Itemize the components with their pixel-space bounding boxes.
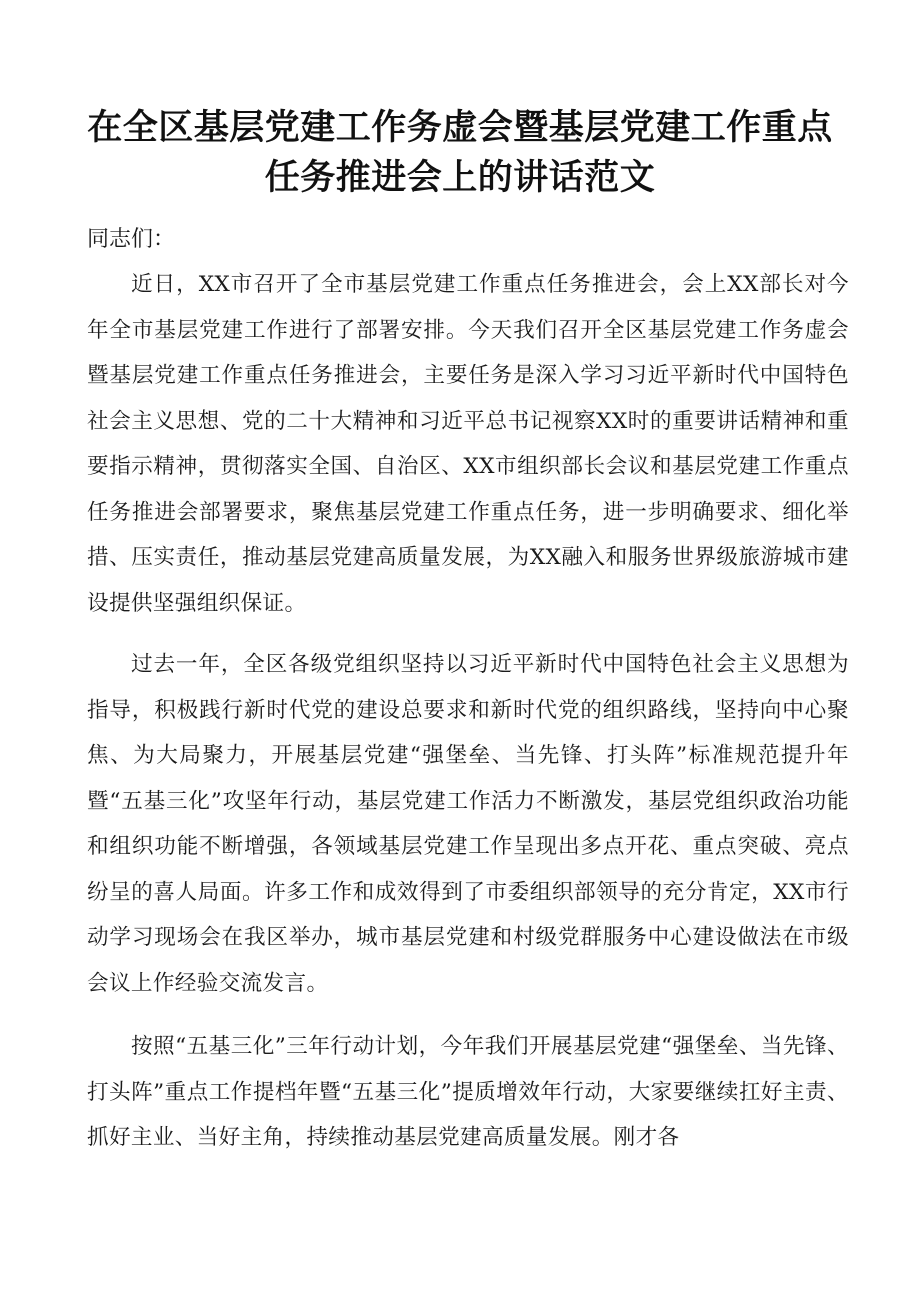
document-title-line-1: 在全区基层党建工作务虚会暨基层党建工作重点 (87, 108, 833, 148)
paragraph-2: 过去一年，全区各级党组织坚持以习近平新时代中国特色社会主义思想为指导，积极践行新时代党的建设总要求和新时代党的组织路线，坚持向中心聚焦、为大局聚力，开展基层党建“强堡垒、当先锋、打头阵”标准规范提升年暨“五基三化”攻坚年行动，基层党建工作活力不断激发，基层党组织政治功能和组织功能不断增强，各领域基层党建工作呈现出多点开花、重点突破、亮点纷呈的喜人局面。许多工作和成效得到了市委组织部领导的充分肯定，XX市行动学习现场会在我区举办，城市基层党建和村级党群服务中心建设做法在市级会议上作经验交流发言。 (87, 652, 849, 996)
paragraph-1: 近日，XX市召开了全市基层党建工作重点任务推进会，会上XX部长对今年全市基层党建工作进行了部署安排。今天我们召开全区基层党建工作务虚会暨基层党建工作重点任务推进会，主要任务是深入学习习近平新时代中国特色社会主义思想、党的二十大精神和习近平总书记视察XX时的重要讲话精神和重要指示精神，贯彻落实全国、自治区、XX市组织部长会议和基层党建工作重点任务推进会部署要求，聚焦基层党建工作重点任务，进一步明确要求、细化举措、压实责任，推动基层党建高质量发展，为XX融入和服务世界级旅游城市建设提供坚强组织保证。 (87, 272, 849, 616)
salutation: 同志们： (87, 227, 176, 252)
document-title-line-2: 任务推进会上的讲话范文 (264, 158, 656, 198)
paragraph-3: 按照“五基三化”三年行动计划，今年我们开展基层党建“强堡垒、当先锋、打头阵”重点工作提档年暨“五基三化”提质增效年行动，大家要继续扛好主责、抓好主业、当好主角，持续推动基层党建高质量发展。刚才各 (87, 1034, 849, 1150)
